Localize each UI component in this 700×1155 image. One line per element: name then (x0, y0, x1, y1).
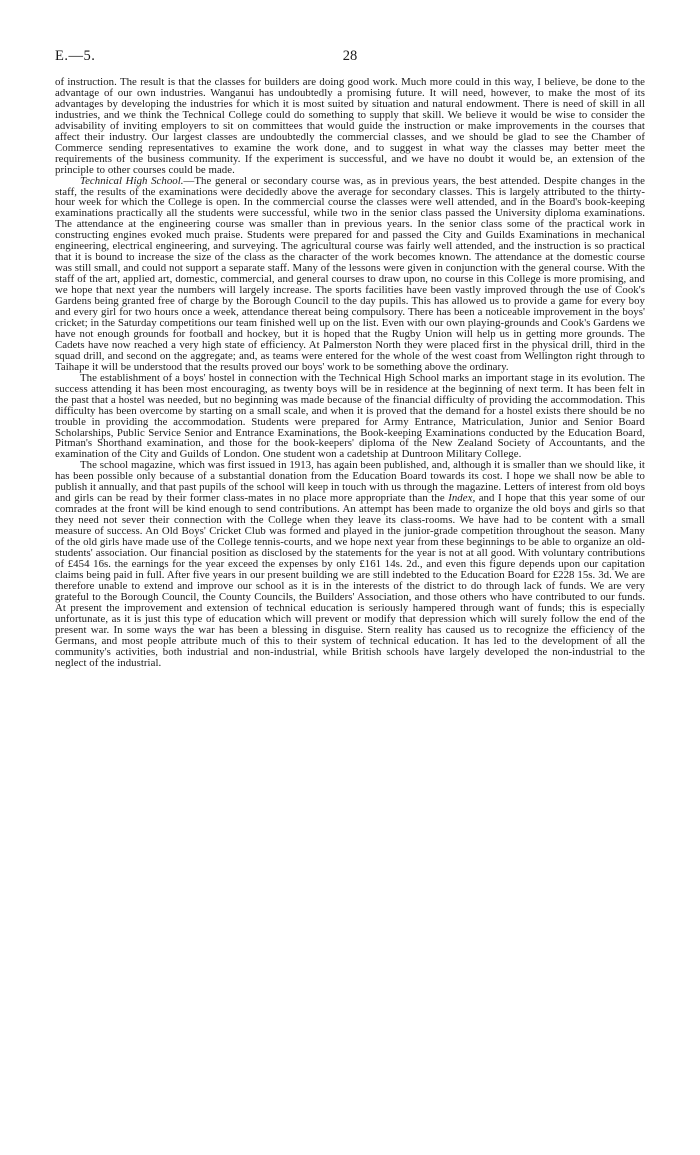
paragraph-text: , and I hope that this year some of our comrades at the front will be kind enough to send contributions. An attempt has been made to organize the old boys and girls so that they need not sever their connection with the College when they leave its class-rooms. We have had to be content with a small measure of success. An Old Boys' Cricket Club was formed and played in the junior-grade competition throughout the season. Many of the old girls have made use of the College tennis-courts, and we hope next year from these beginnings to be able to organize an old-students' association. Our financial position as disclosed by the statements for the year is not at all good. With voluntary contributions of £454 16s. the earnings for the year exceed the expenses by only £161 14s. 2d., and even this figure depends upon our capitation claims being paid in full. After five years in our present building we are still indebted to the Education Board for £228 15s. 3d. We are therefore unable to extend and improve our school as it is in the interests of the district to do through lack of funds. We are very grateful to the Borough Council, the County Councils, the Builders' Association, and those others who have contributed to our funds. At present the improvement and extension of technical education is seriously hampered through want of funds; this is especially unfortunate, as it is just this type of education which will prevent or modify that depression which will surely follow the end of the present war. In some ways the war has been a blessing in disguise. Stern reality has caused us to recognize the efficiency of the Germans, and most people attribute much of this to their system of technical education. It has led to the development of all the community's activities, both industrial and non-industrial, while British schools have largely developed the non-industrial to the neglect of the industrial. (55, 492, 645, 669)
body-text (55, 77, 645, 668)
paragraph-text: The establishment of a boys' hostel in connection with the Technical High School marks an important stage in its evolution. The success attending it has been most encouraging, as twenty boys will be in residence at the beginning of next term. It has been felt in the past that a hostel was needed, but no beginning was made because of the financial difficulty of providing the accommodation. This difficulty has been overcome by starting on a small scale, and when it is proved that the demand for a hostel exists there should be no trouble in providing the accommodation. Students were prepared for Army Entrance, Matriculation, Junior and Senior Board Scholarships, Public Service Senior and Entrance Examinations, the Book-keeping Examinations conducted by the Education Board, Pitman's Shorthand examination, and those for the book-keepers' diploma of the New Zealand Society of Accountants, and the examination of the City and Guilds of London. One student won a cadetship at Duntroon Military College. (55, 371, 645, 461)
section-heading: Technical High School. (80, 174, 184, 187)
paragraph-text: The school magazine, which was first issued in 1913, has again been published, and, although it is smaller than we should like, it has been possible only because of a substantial donation from the Education Board towards its cost. I hope we shall now be able to publish it annually, and that past pupils of the school will keep in touch with us through the magazine. Letters of interest from old boys and girls can be read by their former class-mates in no place more appropriate than the (55, 459, 645, 505)
paragraph-technical-high-school (55, 176, 645, 373)
paragraph-instruction (55, 77, 645, 176)
paragraph-boys-hostel (55, 373, 645, 461)
page-header (55, 48, 645, 68)
paragraph-school-magazine (55, 460, 645, 668)
magazine-title: Index (448, 492, 473, 505)
document-reference: E.—5. (55, 48, 96, 64)
paragraph-text: —The general or secondary course was, as in previous years, the best attended. Despite changes in the staff, the results of the examinations were decidedly above the average for secondary classes. This is largely attributed to the thirty-hour week for which the College is open. In the commercial course the classes were well attended, and in the Board's book-keeping examinations practically all the students were successful, while two in the senior class passed the University diploma examinations. The attendance at the engineering course was smaller than in previous years. In the senior class some of the practical work in constructing engines evoked much praise. Students were prepared for and passed the City and Guilds Examinations in mechanical engineering, electrical engineering, and surveying. The agricultural course was fairly well attended, and the instruction is so practical that it is bound to increase the size of the class as the character of the work becomes known. The attendance at the domestic course was still small, and could not support a separate staff. Many of the lessons were given in conjunction with the general course. With the staff of the art, applied art, domestic, commercial, and general courses to draw upon, no course in this College is more promising, and we hope that next year the numbers will largely increase. The sports facilities have been vastly improved through the use of Cook's Gardens being granted free of charge by the Borough Council to the day pupils. This has allowed us to provide a game for every boy and every girl for two hours once a week, attendance thereat being compulsory. There has been a noticeable improvement in the boys' cricket; in the Saturday competitions our team finished well up on the list. Even with our own playing-grounds and Cook's Gardens we have not enough grounds for football and hockey, but it is hoped that the Rugby Union will help us in getting more grounds. The Cadets have now reached a very high state of efficiency. At Palmerston North they were placed first in the physical drill, third in the squad drill, and second on the aggregate; and, as teams were entered for the whole of the west coast from Wellington right through to Taihape it will be understood that the results proved our boys' work to be something above the ordinary. (55, 174, 645, 373)
paragraph-text: of instruction. The result is that the classes for builders are doing good work. Much more could in this way, I believe, be done to the advantage of our own industries. Wanganui has undoubtedly a promising future. It will need, however, to make the most of its advantages by developing the industries for which it is most suited by situation and natural endowment. There is need of skill in all industries, and we think the Technical College could do something to supply that skill. We believe it would be wise to consider the advisability of inviting employers to sit on committees that would guide the instruction or make improvements in the courses that affect their industry. Our largest classes are undoubtedly the commercial classes, and we should be glad to see the Chamber of Commerce sending representatives to examine the work done, and to suggest in what way the classes may better meet the requirements of the business community. If the experiment is successful, and we have no doubt it would be, an extension of the principle to other courses could be made. (55, 76, 645, 176)
page-number: 28 (342, 48, 358, 64)
